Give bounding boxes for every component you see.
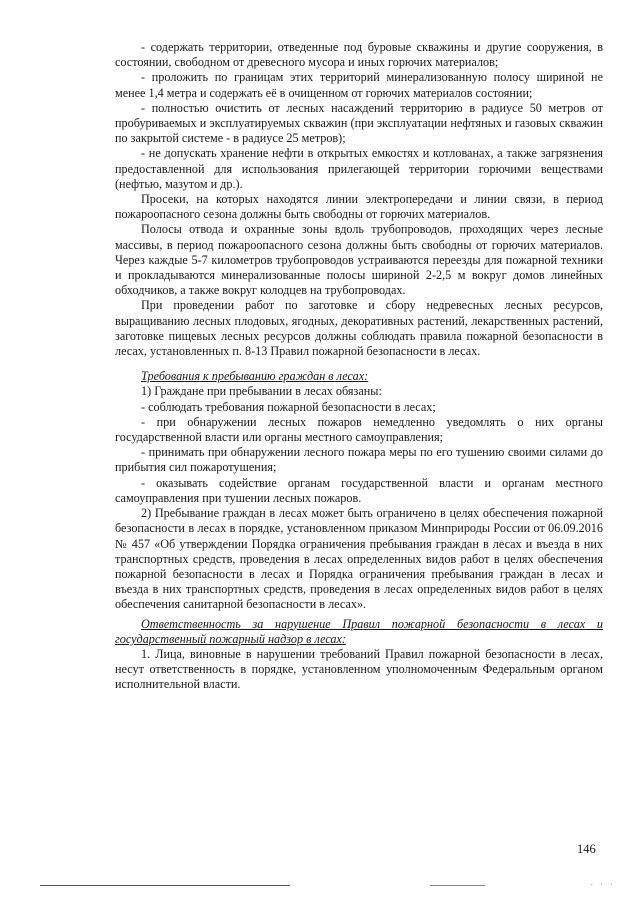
- paragraph-comply-requirements: - соблюдать требования пожарной безопасности в лесах;: [141, 399, 436, 414]
- section-heading-citizens: Требования к пребыванию граждан в лесах:: [141, 369, 369, 384]
- paragraph-mineralized-strip: - проложить по границам этих территорий минерализованную полосу шириной не менее 1,4 метра и содержать её в очищенном от горючих материалов состоянии;: [115, 70, 603, 100]
- scan-artifact-dots: · · ·: [590, 880, 615, 891]
- paragraph-assist-authorities: - оказывать содействие органам государственной власти и органам местного самоуправления при тушении лесных пожаров.: [115, 475, 603, 505]
- document-page: [115, 40, 603, 693]
- paragraph-oil-storage: - не допускать хранение нефти в открытых емкостях и котлованах, а также загрязнения предоставленной для использования прилегающей территории горючими веществами (нефтью, мазутом и др.).: [115, 146, 603, 191]
- section-heading-responsibility: Ответственность за нарушение Правил пожарной безопасности в лесах и государственный пожарный надзор в лесах:: [115, 616, 603, 646]
- scan-artifact-line: [40, 885, 290, 886]
- paragraph-drilling-territory: - содержать территории, отведенные под буровые скважины и другие сооружения, в состоянии, свободном от древесного мусора и иных горючих материалов;: [115, 40, 603, 70]
- paragraph-take-measures: - принимать при обнаружении лесного пожара меры по его тушению своими силами до прибытия сил пожаротушения;: [115, 445, 603, 475]
- paragraph-stay-restriction: 2) Пребывание граждан в лесах может быть ограничено в целях обеспечения пожарной безопасности в лесах в порядке, установленном приказом Минприроды России от 06.09.2016 № 457 «Об утверждении Порядка ограничения пребывания граждан в лесах и въезда в них транспортных средств, проведения в лесах определенных видов работ в целях обеспечения пожарной безопасности в лесах и Порядка ограничения пребывания граждан в лесах и въезда в них транспортных средств, проведения в лесах определенных видов работ в целях обеспечения санитарной безопасности в лесах».: [115, 506, 603, 612]
- paragraph-clear-radius: - полностью очистить от лесных насаждений территорию в радиусе 50 метров от пробуриваемых и эксплуатируемых скважин (при эксплуатации нефтяных и газовых скважин по закрытой системе - в радиусе 25 метров);: [115, 100, 603, 146]
- paragraph-power-lines: Просеки, на которых находятся линии электропередачи и линии связи, в период пожароопасного сезона должны быть свободны от горючих материалов.: [115, 192, 603, 222]
- page-number: 146: [577, 842, 596, 856]
- paragraph-non-timber-resources: При проведении работ по заготовке и сбору недревесных лесных ресурсов, выращиванию лесных плодовых, ягодных, декоративных растений, лекарственных растений, заготовке пищевых лесных ресурсов должны соблюдать правила пожарной безопасности в лесах, установленных п. 8-13 Правил пожарной безопасности в лесах.: [115, 298, 603, 359]
- paragraph-liability: 1. Лица, виновные в нарушении требований Правил пожарной безопасности в лесах, несут ответственность в порядке, установленном уполномоченным Федеральным органом исполнительной власти.: [115, 646, 603, 692]
- paragraph-citizens-obliged: 1) Граждане при пребывании в лесах обязаны:: [141, 384, 382, 399]
- scan-artifact-line-short: [430, 885, 485, 886]
- paragraph-pipelines: Полосы отвода и охранные зоны вдоль трубопроводов, проходящих через лесные массивы, в период пожароопасного сезона должны быть свободны от горючих материалов. Через каждые 5-7 километров трубопроводов устраиваются переезды для пожарной техники и прокладываются минерализованные полосы шириной 2-2,5 м вокруг домов линейных обходчиков, а также вокруг колодцев на трубопроводах.: [115, 222, 603, 298]
- paragraph-notify-authorities: - при обнаружении лесных пожаров немедленно уведомлять о них органы государственной власти или органы местного самоуправления;: [115, 414, 603, 445]
